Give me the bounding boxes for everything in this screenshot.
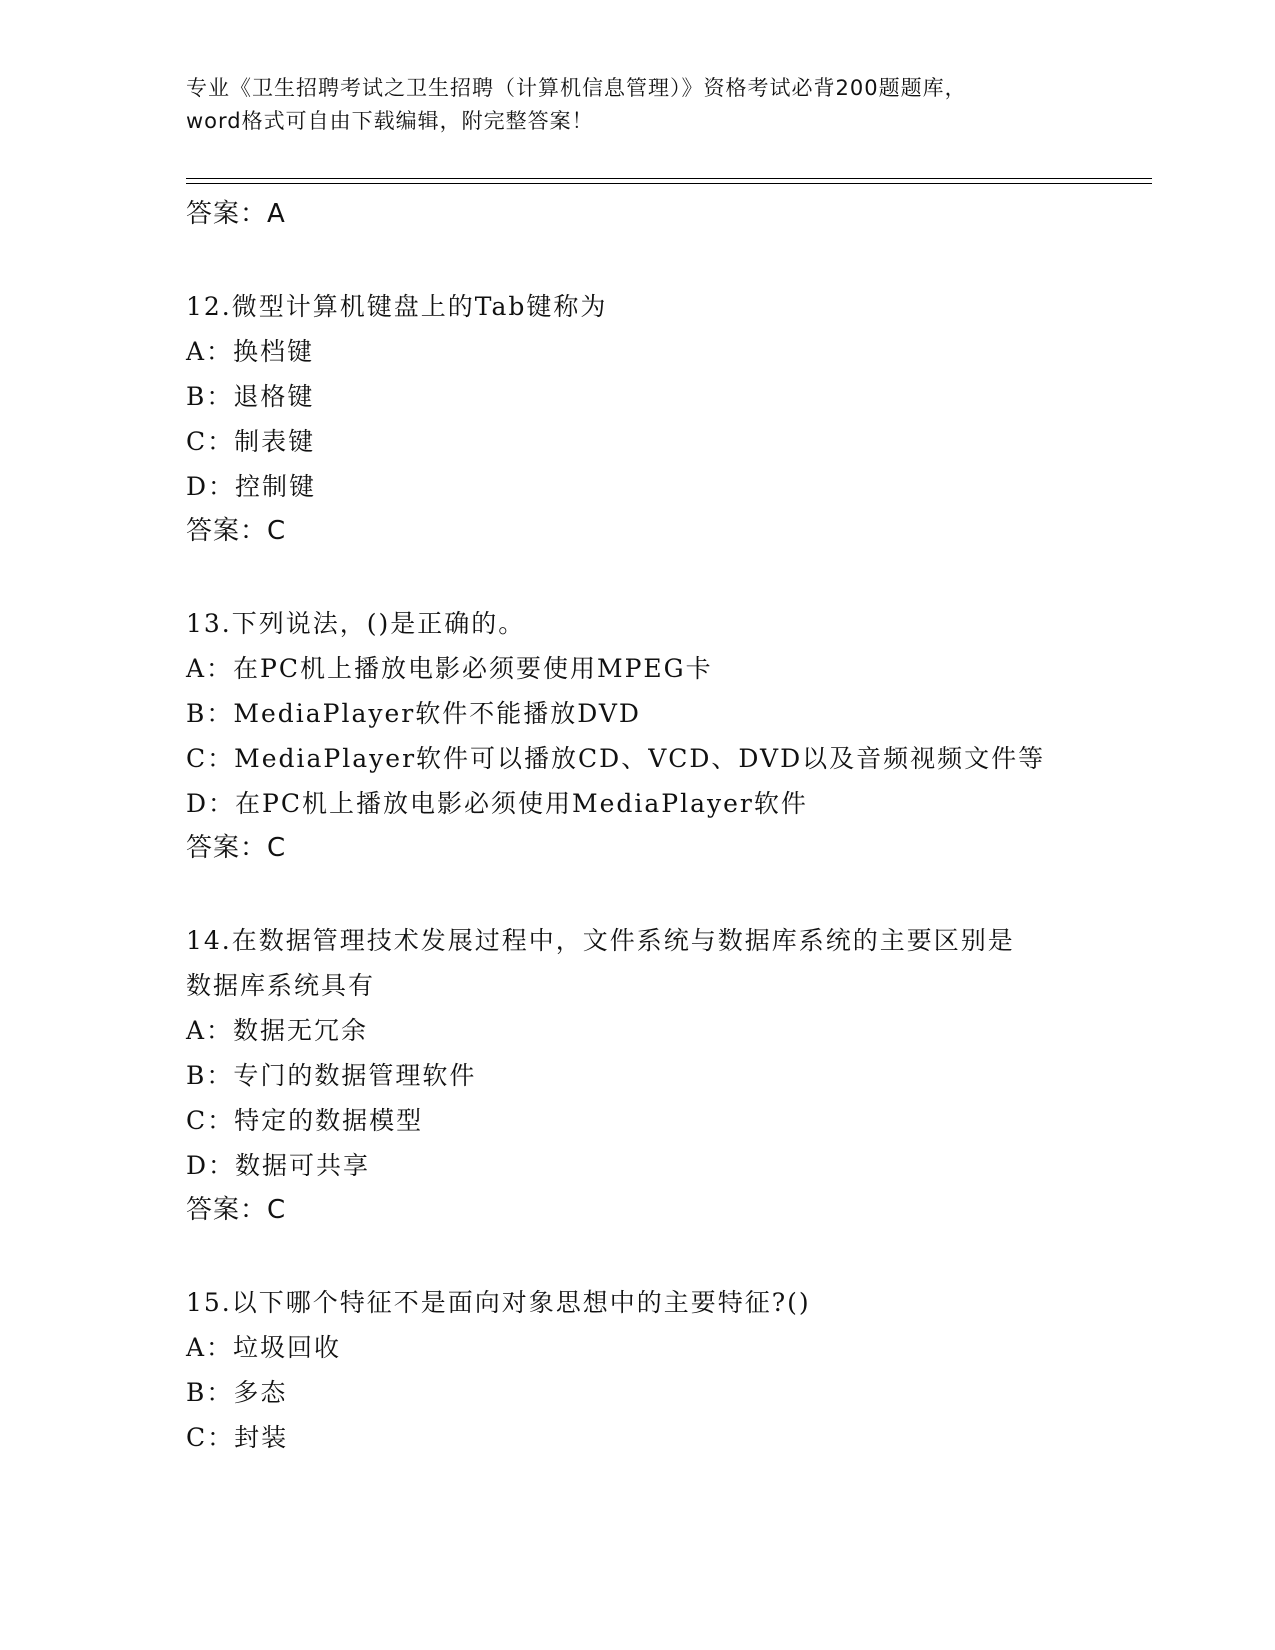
option-a: A：垃圾回收 [186, 1333, 342, 1362]
document-header [186, 72, 1086, 138]
answer-text: 答案：C [186, 516, 287, 546]
header-divider-top [186, 178, 1152, 179]
question-text: 15.以下哪个特征不是面向对象思想中的主要特征?() [186, 1288, 811, 1317]
spacer [186, 237, 1146, 284]
spacer [186, 871, 1146, 918]
spacer [186, 1233, 1146, 1280]
answer-text: 答案：A [186, 199, 286, 229]
header-divider-bottom [186, 183, 1152, 184]
question-13 [186, 601, 1146, 871]
option-b: B：MediaPlayer软件不能播放DVD [186, 699, 641, 728]
option-c: C：MediaPlayer软件可以播放CD、VCD、DVD以及音频视频文件等 [186, 744, 1046, 773]
question-text: 14.在数据管理技术发展过程中，文件系统与数据库系统的主要区别是 [186, 926, 1015, 955]
option-a: A：在PC机上播放电影必须要使用MPEG卡 [186, 654, 713, 683]
option-b: B：退格键 [186, 382, 315, 411]
option-d: D：在PC机上播放电影必须使用MediaPlayer软件 [186, 789, 808, 818]
option-c: C：封装 [186, 1423, 289, 1452]
answer-text: 答案：C [186, 1195, 287, 1225]
answer-text: 答案：C [186, 833, 287, 863]
option-c: C：制表键 [186, 427, 316, 456]
option-d: D：数据可共享 [186, 1151, 371, 1180]
option-b: B：专门的数据管理软件 [186, 1061, 477, 1090]
question-text-continued: 数据库系统具有 [186, 971, 376, 1000]
question-15 [186, 1280, 1146, 1460]
option-a: A：换档键 [186, 337, 315, 366]
question-14 [186, 918, 1146, 1233]
question-text: 13.下列说法，()是正确的。 [186, 609, 526, 638]
option-b: B：多态 [186, 1378, 288, 1407]
header-line-1: 专业《卫生招聘考试之卫生招聘（计算机信息管理）》资格考试必背200题题库， [186, 76, 967, 100]
option-c: C：特定的数据模型 [186, 1106, 424, 1135]
header-line-2: word格式可自由下载编辑，附完整答案！ [186, 109, 594, 133]
option-d: D：控制键 [186, 472, 317, 501]
document-body [186, 192, 1146, 1460]
spacer [186, 554, 1146, 601]
question-12 [186, 284, 1146, 554]
option-a: A：数据无冗余 [186, 1016, 369, 1045]
question-text: 12.微型计算机键盘上的Tab键称为 [186, 292, 608, 321]
